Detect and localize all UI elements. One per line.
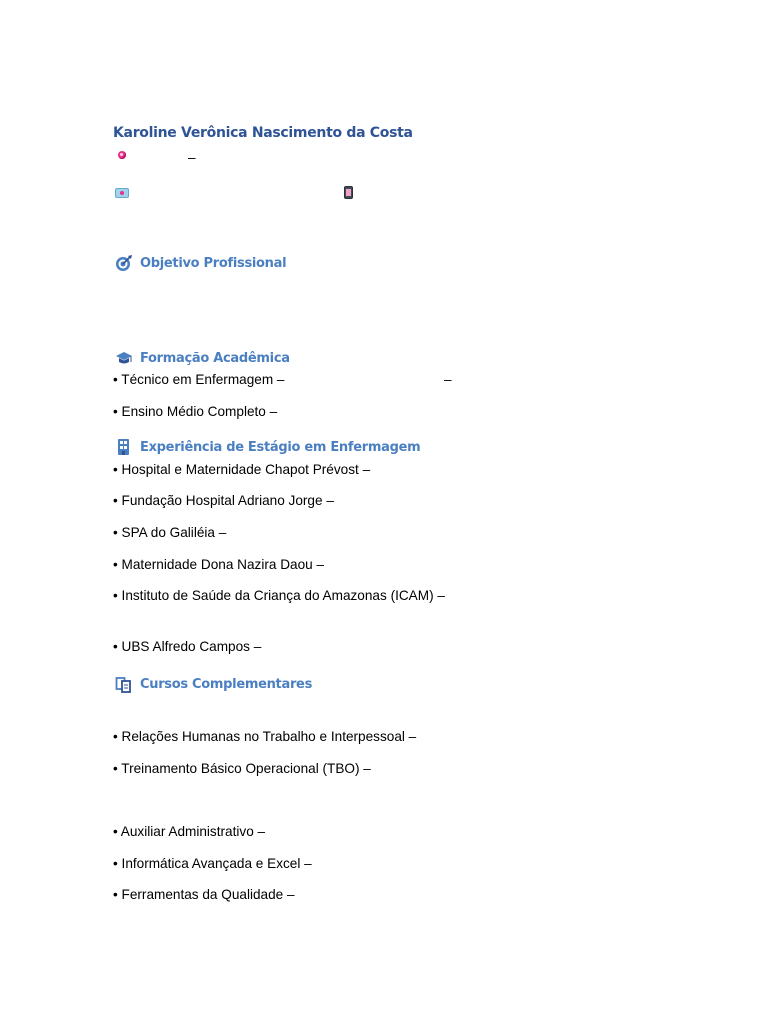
section-title-experiencia: Experiência de Estágio em Enfermagem <box>140 439 421 455</box>
experiencia-item-1: • Hospital e Maternidade Chapot Prévost – <box>113 462 371 477</box>
location-dash: – <box>188 150 196 165</box>
section-heading-experiencia <box>115 438 420 456</box>
section-title-formacao: Formação Acadêmica <box>140 350 290 366</box>
cursos-item-4: • Informática Avançada e Excel – <box>113 856 312 871</box>
experiencia-item-2: • Fundação Hospital Adriano Jorge – <box>113 493 334 508</box>
books-icon <box>115 675 133 693</box>
experiencia-item-6: • UBS Alfredo Campos – <box>113 639 262 654</box>
target-icon <box>115 254 133 272</box>
section-heading-cursos <box>115 675 312 693</box>
experiencia-item-3: • SPA do Galiléia – <box>113 525 227 540</box>
experiencia-item-4: • Maternidade Dona Nazira Daou – <box>113 557 325 572</box>
formacao-item-1: • Técnico em Enfermagem – <box>113 372 285 387</box>
hospital-icon <box>115 438 133 456</box>
experiencia-item-5: • Instituto de Saúde da Criança do Amazonas (ICAM) – <box>113 588 445 603</box>
cursos-item-3: • Auxiliar Administrativo – <box>113 824 266 839</box>
section-title-objetivo: Objetivo Profissional <box>140 255 287 271</box>
mobile-phone-icon <box>344 186 353 199</box>
section-title-cursos: Cursos Complementares <box>140 676 313 692</box>
cursos-item-1: • Relações Humanas no Trabalho e Interpessoal – <box>113 729 417 744</box>
cursos-item-2: • Treinamento Básico Operacional (TBO) – <box>113 761 371 776</box>
email-icon <box>115 188 129 198</box>
round-pushpin-icon <box>118 151 126 159</box>
formacao-item-2: • Ensino Médio Completo – <box>113 404 278 419</box>
graduation-cap-icon <box>115 349 133 367</box>
cursos-item-5: • Ferramentas da Qualidade – <box>113 887 295 902</box>
section-heading-objetivo <box>115 254 286 272</box>
candidate-name: Karoline Verônica Nascimento da Costa <box>113 125 413 141</box>
section-heading-formacao <box>115 349 290 367</box>
formacao-item-1-extra-dash: – <box>444 372 452 387</box>
